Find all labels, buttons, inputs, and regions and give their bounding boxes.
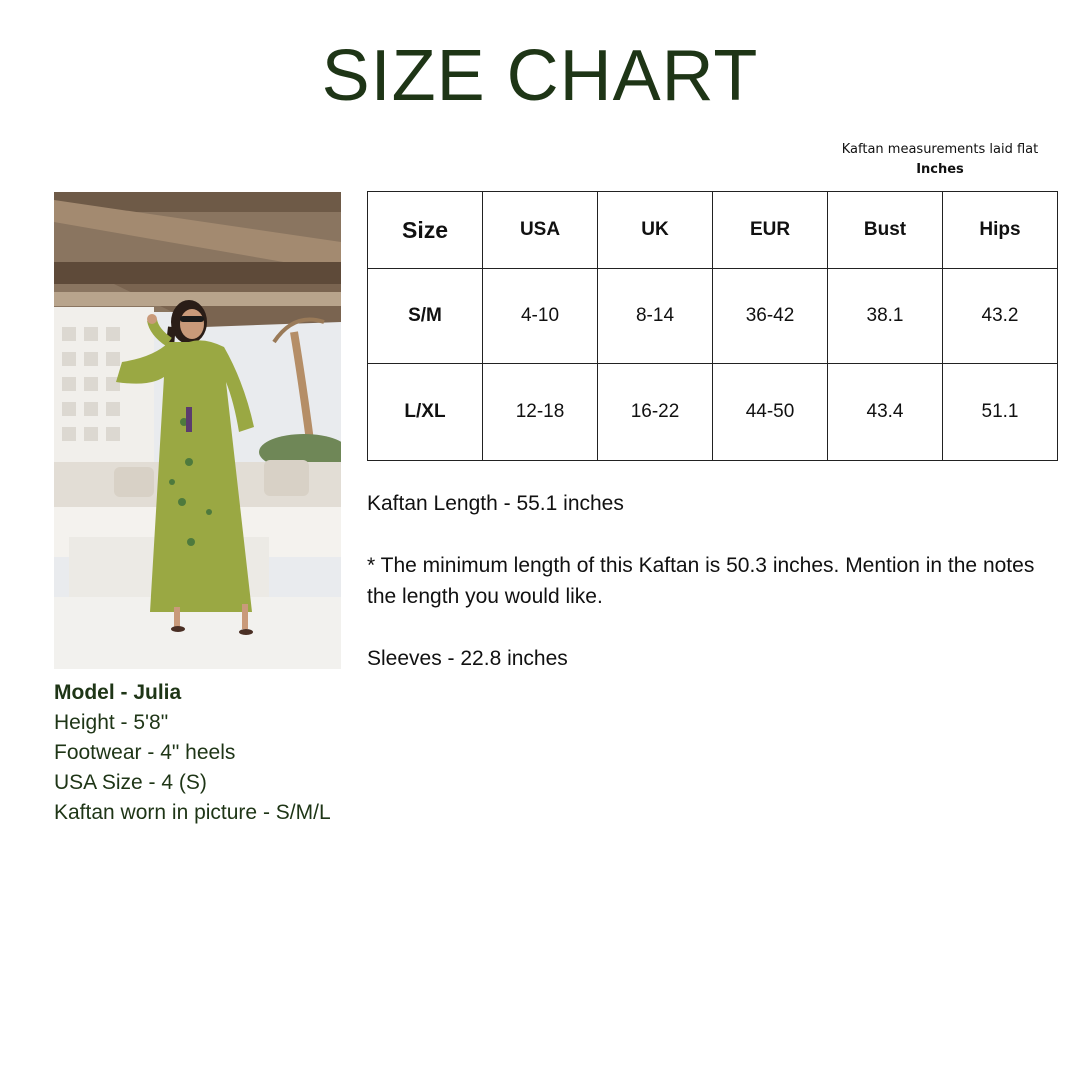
table-header-cell: EUR [713, 192, 828, 269]
model-photo [54, 192, 341, 669]
table-cell: L/XL [368, 364, 483, 461]
table-header-cell: Bust [828, 192, 943, 269]
table-cell: 4-10 [483, 269, 598, 364]
measurement-note-text: Kaftan measurements laid flat [841, 142, 1039, 157]
table-header-cell: USA [483, 192, 598, 269]
kaftan-sleeves: Sleeves - 22.8 inches [367, 647, 568, 670]
table-header-row [368, 192, 1058, 269]
table-row [368, 364, 1058, 461]
table-row [368, 269, 1058, 364]
table-cell: 38.1 [828, 269, 943, 364]
model-name: Model - Julia [54, 681, 182, 704]
table-header-cell: UK [598, 192, 713, 269]
measurement-note [820, 140, 1060, 180]
model-footwear: Footwear - 4" heels [54, 741, 236, 764]
kaftan-details [367, 488, 1057, 674]
measurement-unit: Inches [916, 162, 964, 177]
table-header-cell: Size [368, 192, 483, 269]
table-cell: S/M [368, 269, 483, 364]
kaftan-length: Kaftan Length - 55.1 inches [367, 492, 624, 515]
page-title: SIZE CHART [321, 36, 759, 116]
kaftan-min-length-note: * The minimum length of this Kaftan is 50.3 inches. Mention in the notes the length you would like. [367, 554, 1035, 608]
model-info [54, 678, 384, 828]
model-usa-size: USA Size - 4 (S) [54, 771, 207, 794]
model-height: Height - 5'8" [54, 711, 169, 734]
model-kaftan-worn: Kaftan worn in picture - S/M/L [54, 801, 331, 824]
table-cell: 43.4 [828, 364, 943, 461]
table-cell: 36-42 [713, 269, 828, 364]
table-cell: 12-18 [483, 364, 598, 461]
table-header-cell: Hips [943, 192, 1058, 269]
size-table [367, 191, 1058, 461]
table-cell: 16-22 [598, 364, 713, 461]
table-cell: 43.2 [943, 269, 1058, 364]
table-cell: 51.1 [943, 364, 1058, 461]
table-cell: 44-50 [713, 364, 828, 461]
table-cell: 8-14 [598, 269, 713, 364]
